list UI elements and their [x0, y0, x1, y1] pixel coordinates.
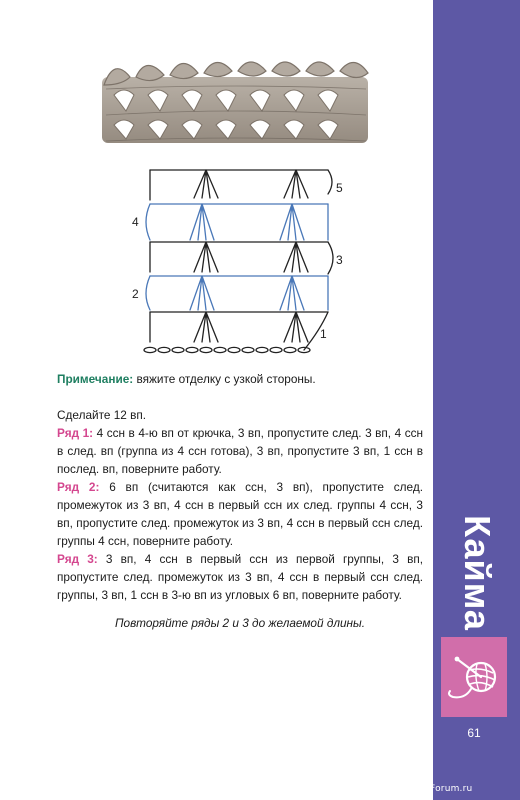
- chart-row-5: [150, 170, 332, 200]
- row-1-label: Ряд 1:: [57, 426, 94, 440]
- row-number-5: 5: [336, 181, 343, 195]
- yarn-ball-icon: [441, 637, 507, 717]
- repeat-note: Повторяйте ряды 2 и 3 до желаемой длины.: [114, 616, 366, 630]
- note-label: Примечание:: [57, 372, 134, 386]
- chart-row-3: [150, 242, 333, 274]
- crochet-sample-photo: [100, 55, 372, 150]
- row-3-text: 3 вп, 4 ссн в первый ссн из первой группы, 3 вп, пропустите след. промежуток из 3 вп, 4 ссн в первый ссн след. группы, 3 вп, 1 ссн в 3-ю вп из угловых 6 вп, поверните работу.: [57, 552, 423, 602]
- chart-row-4: [146, 204, 328, 240]
- row-1-instruction: [57, 424, 423, 478]
- row-number-1: 1: [320, 327, 327, 341]
- row-2-instruction: [57, 478, 423, 550]
- row-number-3: 3: [336, 253, 343, 267]
- row-1-text: 4 ссн в 4-ю вп от крючка, 3 вп, пропустите след. 3 вп, 4 ссн в след. вп (группа из 4 ссн готова), 3 вп, пропустите 3 вп, 1 ссн в послед. вп, поверните работу.: [57, 426, 424, 476]
- note-text: вяжите отделку с узкой стороны.: [136, 372, 316, 386]
- row-2-text: 6 вп (считаются как ссн, 3 вп), пропустите след. промежуток из 3 вп, 4 ссн в первый ссн их след. группы 4 ссн, 3 вп, пропустите след. промежуток из 3 вп, 4 ссн в первый ссн след. группы 4 ссн, поверните работу.: [57, 480, 423, 548]
- row-number-2: 2: [132, 287, 139, 301]
- note-paragraph: [57, 370, 423, 388]
- chapter-icon-box: [441, 637, 507, 717]
- row-number-4: 4: [132, 215, 139, 229]
- row-2-label: Ряд 2:: [57, 480, 100, 494]
- row-3-instruction: [57, 550, 423, 604]
- crochet-chart: [130, 162, 350, 362]
- source-watermark: PassionForum.ru: [395, 784, 473, 794]
- pattern-instructions: [57, 370, 423, 632]
- chapter-title: [433, 510, 520, 635]
- chart-row-2: [146, 276, 328, 310]
- chart-foundation-chain: [144, 347, 310, 352]
- chapter-title-text: Кайма: [456, 514, 498, 631]
- row-3-label: Ряд 3:: [57, 552, 98, 566]
- page-number: 61: [467, 726, 481, 740]
- chart-row-1: [150, 312, 328, 350]
- intro-line: Сделайте 12 вп.: [57, 408, 147, 422]
